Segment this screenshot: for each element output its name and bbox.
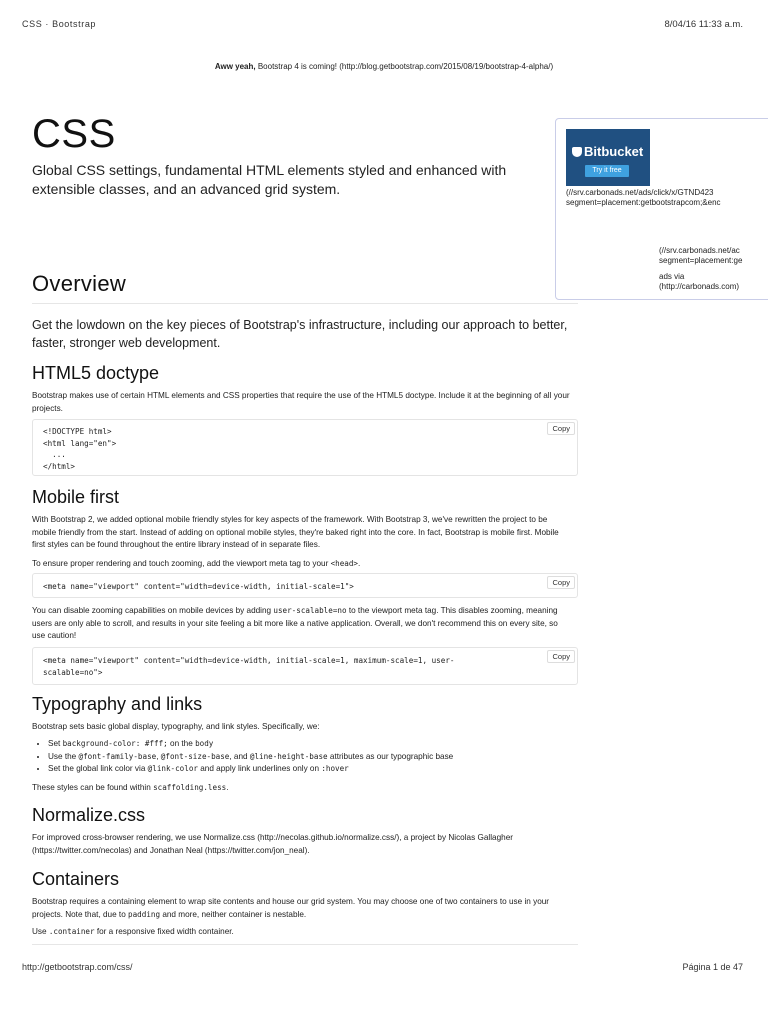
li1-code2: body bbox=[195, 739, 214, 748]
viewport-noscale-code: <meta name="viewport" content="width=device-width, initial-scale=1, maximum-scale=1, user-scalable=no"> bbox=[43, 656, 455, 677]
li1-b: on the bbox=[167, 739, 196, 748]
copy-button[interactable]: Copy bbox=[547, 650, 575, 663]
li2-sep2: , and bbox=[229, 751, 250, 761]
ad-link2-line1[interactable]: (//srv.carbonads.net/ac bbox=[659, 246, 740, 255]
copy-button[interactable]: Copy bbox=[547, 422, 575, 435]
page-title: CSS bbox=[32, 112, 116, 156]
list-item bbox=[48, 738, 572, 751]
ad-link-line2[interactable]: segment=placement:getbootstrapcom;&enc bbox=[566, 198, 721, 207]
normalize-heading: Normalize.css bbox=[32, 805, 146, 825]
typo-text2-a: These styles can be found within bbox=[32, 783, 154, 792]
announcement-banner[interactable] bbox=[0, 62, 768, 71]
bitbucket-logo bbox=[572, 144, 643, 159]
containers-text2-a: Use bbox=[32, 927, 49, 936]
containers-text-a: Bootstrap requires a containing element to wrap site contents and house our grid system. You may choose one of two containers to use in your projects. Note that, due to bbox=[32, 897, 550, 919]
li2-code2: @font-size-base bbox=[160, 751, 230, 761]
typography-heading: Typography and links bbox=[32, 694, 203, 714]
list-item bbox=[48, 763, 572, 776]
mobile-first-text3 bbox=[32, 605, 572, 643]
li2-a: Use the bbox=[48, 751, 79, 761]
announcement-text: Bootstrap 4 is coming! (http://blog.getbootstrap.com/2015/08/19/bootstrap-4-alpha/) bbox=[255, 62, 554, 71]
overview-text: Get the lowdown on the key pieces of Bootstrap's infrastructure, including our approach to better, faster, stronger web development. bbox=[32, 318, 568, 350]
mobile-text3-code: user-scalable=no bbox=[273, 606, 347, 615]
html5-heading: HTML5 doctype bbox=[32, 363, 160, 383]
li3-a: Set the global link color via bbox=[48, 764, 148, 774]
ad-brand: Bitbucket bbox=[584, 144, 644, 159]
containers-heading: Containers bbox=[32, 869, 120, 889]
typography-text: Bootstrap sets basic global display, typography, and link styles. Specifically, we: bbox=[32, 722, 320, 731]
ad-link-line1[interactable]: (//srv.carbonads.net/ads/click/x/GTND423 bbox=[566, 188, 714, 197]
mobile-text2-b: . bbox=[358, 559, 361, 568]
li3-code: @link-color bbox=[147, 764, 198, 774]
ad-via-link[interactable]: (http://carbonads.com) bbox=[659, 282, 740, 291]
containers-text2 bbox=[32, 926, 572, 939]
list-item bbox=[48, 751, 572, 764]
containers-text2-code: .container bbox=[48, 927, 95, 936]
mobile-text3-a: You can disable zooming capabilities on mobile devices by adding bbox=[32, 606, 274, 615]
ad-via-label: ads via bbox=[659, 272, 685, 281]
li2-sep1: , bbox=[156, 751, 161, 761]
li2-b: attributes as our typographic base bbox=[327, 751, 454, 761]
ad-image[interactable] bbox=[566, 129, 650, 186]
viewport-code-block bbox=[32, 573, 578, 598]
li1-code: background-color: #fff; bbox=[62, 739, 168, 748]
typo-text2-b: . bbox=[226, 783, 229, 792]
mobile-first-heading: Mobile first bbox=[32, 487, 120, 507]
carbon-ad[interactable] bbox=[555, 118, 768, 300]
print-header-date: 8/04/16 11:33 a.m. bbox=[664, 19, 743, 30]
typography-list bbox=[32, 738, 572, 776]
typography-text2 bbox=[32, 782, 572, 795]
ad-cta-button[interactable]: Try it free bbox=[585, 165, 629, 177]
overview-divider bbox=[32, 303, 578, 304]
li3-code2: :hover bbox=[321, 764, 349, 774]
html5-code: <!DOCTYPE html> <html lang="en"> ... </html> bbox=[43, 427, 117, 471]
ad-link2-line2[interactable]: segment=placement:ge bbox=[659, 256, 743, 265]
mobile-text3-b: to the viewport meta tag. This disables zooming, meaning users are only able to scroll, and results in your site feeling a bit more like a native application. Overall, we don't recommend this on every site, so use caution! bbox=[32, 606, 558, 641]
containers-text2-b: for a responsive fixed width container. bbox=[94, 927, 234, 936]
typography-list-wrap bbox=[32, 738, 572, 776]
overview-heading: Overview bbox=[32, 271, 127, 296]
print-header-title: CSS · Bootstrap bbox=[22, 19, 97, 29]
html5-code-block bbox=[32, 419, 578, 476]
li3-b: and apply link underlines only on bbox=[197, 764, 322, 774]
viewport-code: <meta name="viewport" content="width=device-width, initial-scale=1"> bbox=[43, 582, 354, 591]
li2-code3: @line-height-base bbox=[249, 751, 328, 761]
announcement-bold: Aww yeah, bbox=[214, 62, 256, 71]
viewport-noscale-code-block bbox=[32, 647, 578, 685]
containers-text bbox=[32, 896, 572, 921]
mobile-text2-a: To ensure proper rendering and touch zooming, add the viewport meta tag to your bbox=[32, 559, 331, 568]
containers-text-b: and more, neither container is nestable. bbox=[160, 909, 307, 919]
mobile-first-text: With Bootstrap 2, we added optional mobile friendly styles for key aspects of the framework. With Bootstrap 3, we've rewritten the project to be mobile friendly from the start. Instead of adding on optional mobile styles, they're baked right into the core. In fact, Bootstrap is mobile first. Mobile first styles can be found throughout the entire library instead of in separate files. bbox=[32, 515, 559, 550]
bottom-divider bbox=[32, 944, 578, 945]
containers-text-code: padding bbox=[128, 909, 161, 919]
copy-button[interactable]: Copy bbox=[547, 576, 575, 589]
li1-a: Set bbox=[48, 739, 63, 748]
print-footer-page: Página 1 de 47 bbox=[682, 962, 743, 972]
typo-text2-code: scaffolding.less bbox=[153, 783, 227, 792]
mobile-first-text2 bbox=[32, 558, 572, 571]
html5-text: Bootstrap makes use of certain HTML elements and CSS properties that require the use of the HTML5 doctype. Include it at the beginning of all your projects. bbox=[32, 391, 570, 413]
print-footer-url: http://getbootstrap.com/css/ bbox=[22, 962, 133, 972]
page-lead: Global CSS settings, fundamental HTML elements styled and enhanced with extensible classes, and an advanced grid system. bbox=[32, 162, 507, 197]
bucket-icon bbox=[572, 147, 582, 157]
normalize-text: For improved cross-browser rendering, we use Normalize.css (http://necolas.github.io/normalize.css/), a project by Nicolas Gallagher (https://twitter.com/necolas) and Jonathan Neal (https://twitter.com/jon_neal). bbox=[32, 833, 513, 855]
mobile-text2-code: <head> bbox=[330, 559, 359, 568]
li2-code1: @font-family-base bbox=[78, 751, 157, 761]
